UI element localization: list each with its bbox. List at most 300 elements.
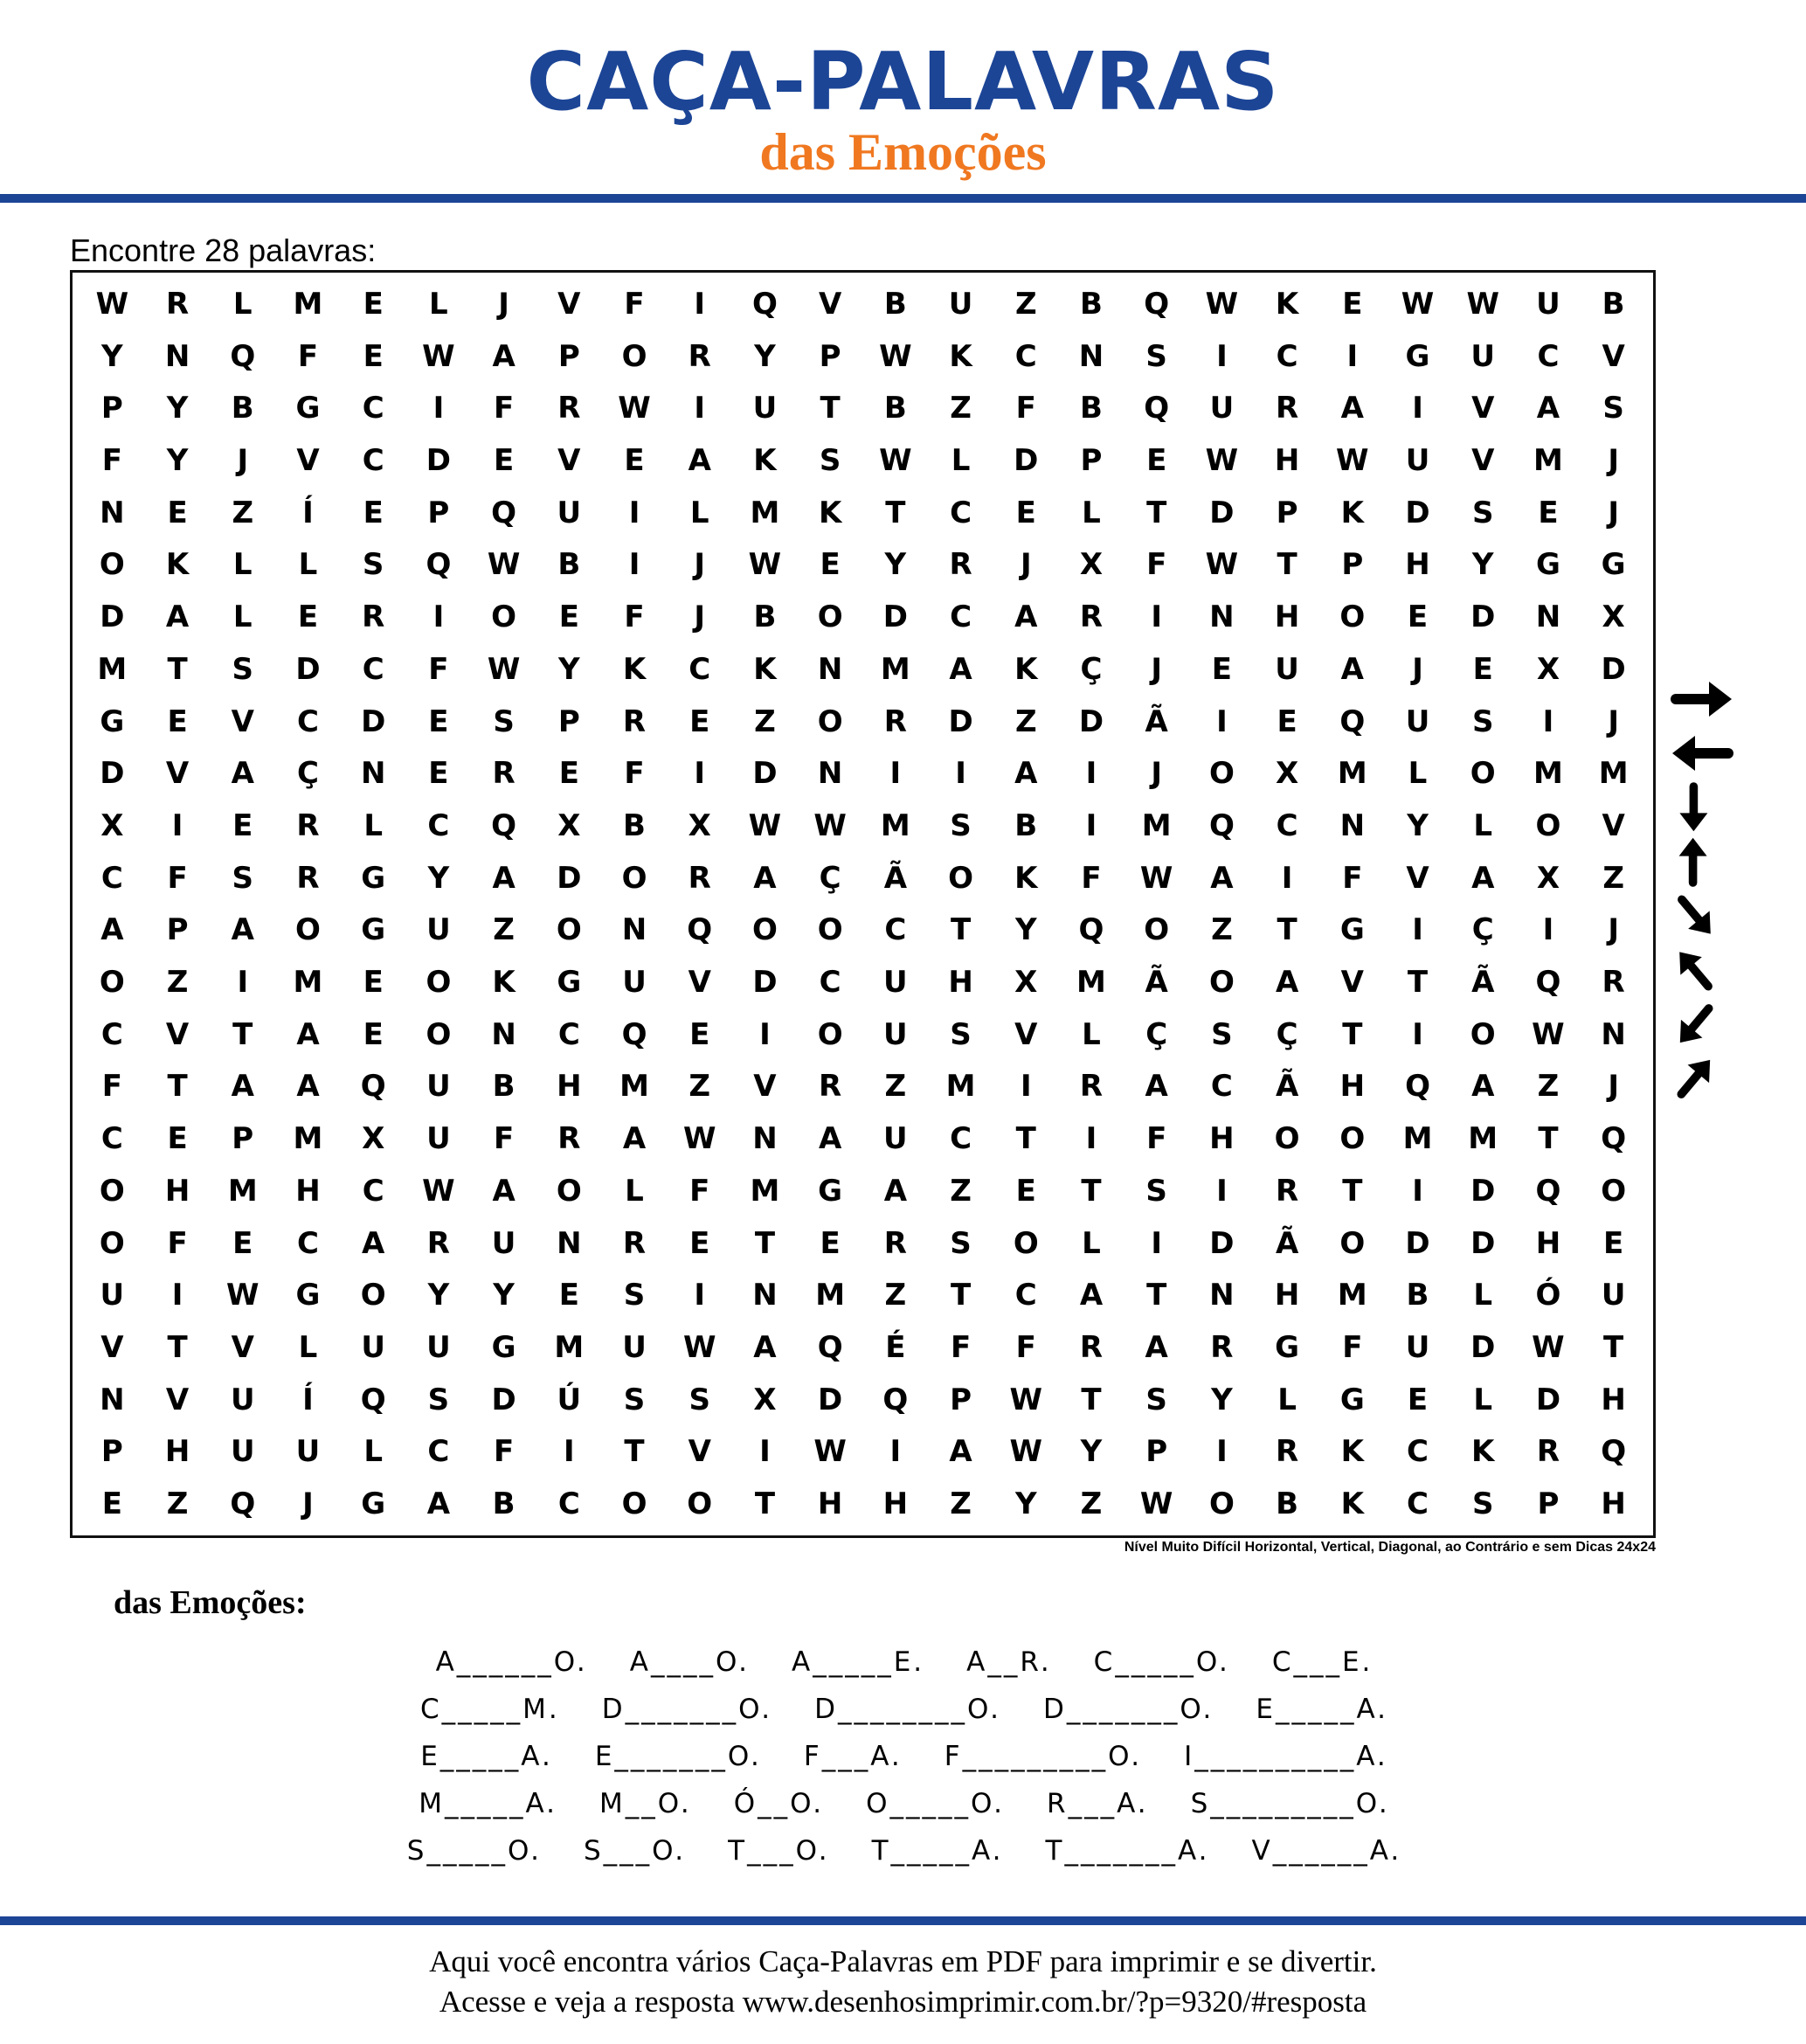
grid-letter[interactable]: C xyxy=(1407,1434,1429,1470)
grid-letter[interactable]: O xyxy=(817,703,843,739)
grid-letter[interactable]: U xyxy=(883,965,908,1001)
grid-letter[interactable]: V xyxy=(231,1330,254,1365)
grid-letter[interactable]: P xyxy=(950,1382,972,1417)
grid-letter[interactable]: V xyxy=(231,703,254,739)
grid-letter[interactable]: T xyxy=(950,912,972,948)
grid-letter[interactable]: J xyxy=(1608,495,1619,530)
grid-letter[interactable]: L xyxy=(1473,1382,1493,1417)
grid-letter[interactable]: G xyxy=(361,1486,386,1522)
grid-letter[interactable]: N xyxy=(752,1121,778,1157)
grid-letter[interactable]: C xyxy=(427,1434,450,1470)
grid-letter[interactable]: C xyxy=(297,1225,319,1261)
grid-letter[interactable]: G xyxy=(361,860,386,896)
grid-letter[interactable]: V xyxy=(1406,860,1429,896)
grid-letter[interactable]: J xyxy=(1151,756,1162,792)
grid-letter[interactable]: G xyxy=(1601,547,1626,583)
grid-letter[interactable]: R xyxy=(622,1225,647,1261)
grid-letter[interactable]: R xyxy=(426,1225,450,1261)
grid-letter[interactable]: J xyxy=(694,599,706,635)
grid-letter[interactable]: F xyxy=(297,338,319,374)
grid-letter[interactable]: F xyxy=(624,286,645,322)
grid-letter[interactable]: X xyxy=(1536,651,1560,687)
grid-letter[interactable]: D xyxy=(752,756,778,792)
grid-letter[interactable]: A xyxy=(1014,756,1038,792)
grid-letter[interactable]: Ú xyxy=(557,1382,582,1417)
grid-letter[interactable]: N xyxy=(360,756,386,792)
grid-letter[interactable]: D xyxy=(491,1382,516,1417)
grid-letter[interactable]: E xyxy=(1015,1173,1036,1209)
grid-letter[interactable]: C xyxy=(950,495,972,530)
grid-letter[interactable]: Í xyxy=(302,1382,314,1417)
grid-letter[interactable]: P xyxy=(166,912,189,948)
grid-letter[interactable]: Y xyxy=(557,651,580,687)
grid-letter[interactable]: F xyxy=(493,391,515,426)
grid-letter[interactable]: Q xyxy=(1208,807,1235,843)
grid-letter[interactable]: W xyxy=(879,338,912,374)
grid-letter[interactable]: Z xyxy=(493,912,515,948)
grid-letter[interactable]: O xyxy=(99,1225,125,1261)
grid-letter[interactable]: I xyxy=(1151,1225,1162,1261)
grid-letter[interactable]: X xyxy=(1275,756,1299,792)
grid-letter[interactable]: B xyxy=(623,807,646,843)
grid-letter[interactable]: I xyxy=(759,1434,771,1470)
grid-letter[interactable]: K xyxy=(1014,651,1038,687)
grid-letter[interactable]: U xyxy=(622,1330,647,1365)
grid-letter[interactable]: X xyxy=(688,807,711,843)
grid-letter[interactable]: M xyxy=(1533,756,1563,792)
grid-letter[interactable]: E xyxy=(232,1225,253,1261)
grid-letter[interactable]: F xyxy=(1342,860,1363,896)
grid-letter[interactable]: H xyxy=(295,1173,321,1209)
grid-letter[interactable]: E xyxy=(297,599,319,635)
grid-letter[interactable]: G xyxy=(100,703,125,739)
grid-letter[interactable]: O xyxy=(1339,1225,1366,1261)
grid-letter[interactable]: C xyxy=(1210,1069,1233,1105)
grid-letter[interactable]: X xyxy=(362,1121,385,1157)
grid-letter[interactable]: S xyxy=(1471,1486,1494,1522)
grid-letter[interactable]: E xyxy=(689,703,710,739)
grid-letter[interactable]: Q xyxy=(360,1382,386,1417)
grid-letter[interactable]: S xyxy=(950,1016,972,1052)
grid-letter[interactable]: R xyxy=(1210,1330,1234,1365)
grid-letter[interactable]: K xyxy=(1340,1434,1364,1470)
grid-letter[interactable]: O xyxy=(817,599,843,635)
grid-letter[interactable]: O xyxy=(817,912,843,948)
grid-letter[interactable]: Q xyxy=(882,1382,909,1417)
grid-letter[interactable]: L xyxy=(429,286,448,322)
grid-letter[interactable]: H xyxy=(164,1173,190,1209)
grid-letter[interactable]: K xyxy=(165,547,190,583)
grid-letter[interactable]: J xyxy=(1020,547,1032,583)
grid-letter[interactable]: C xyxy=(362,1173,384,1209)
grid-letter[interactable]: C xyxy=(1276,807,1298,843)
grid-letter[interactable]: O xyxy=(1208,756,1235,792)
grid-letter[interactable]: H xyxy=(882,1486,909,1522)
grid-letter[interactable]: M xyxy=(1533,442,1563,478)
grid-letter[interactable]: I xyxy=(1085,1121,1097,1157)
grid-letter[interactable]: T xyxy=(167,1330,188,1365)
grid-letter[interactable]: L xyxy=(951,442,971,478)
grid-letter[interactable]: C xyxy=(100,1121,123,1157)
grid-letter[interactable]: A xyxy=(1145,1330,1168,1365)
grid-letter[interactable]: V xyxy=(165,1382,190,1417)
grid-letter[interactable]: T xyxy=(1407,965,1429,1001)
grid-letter[interactable]: S xyxy=(950,807,972,843)
grid-letter[interactable]: Z xyxy=(1211,912,1233,948)
grid-letter[interactable]: V xyxy=(818,286,842,322)
grid-letter[interactable]: Ã xyxy=(1145,703,1168,739)
grid-letter[interactable]: V xyxy=(165,1016,190,1052)
grid-letter[interactable]: E xyxy=(1342,286,1363,322)
grid-letter[interactable]: F xyxy=(1146,1121,1167,1157)
grid-letter[interactable]: M xyxy=(1468,1121,1498,1157)
grid-letter[interactable]: E xyxy=(363,1016,384,1052)
grid-letter[interactable]: D xyxy=(882,599,908,635)
grid-letter[interactable]: Q xyxy=(817,1330,843,1365)
grid-letter[interactable]: A xyxy=(296,1069,320,1105)
grid-letter[interactable]: M xyxy=(815,1278,846,1313)
grid-letter[interactable]: M xyxy=(1076,965,1106,1001)
grid-letter[interactable]: U xyxy=(100,1278,125,1313)
grid-letter[interactable]: D xyxy=(1470,599,1496,635)
grid-letter[interactable]: T xyxy=(1538,1121,1559,1157)
grid-letter[interactable]: M xyxy=(1337,756,1367,792)
grid-letter[interactable]: E xyxy=(167,495,188,530)
grid-letter[interactable]: O xyxy=(1470,1016,1496,1052)
grid-letter[interactable]: Q xyxy=(1601,1121,1627,1157)
grid-letter[interactable]: E xyxy=(1603,1225,1624,1261)
grid-letter[interactable]: Y xyxy=(101,338,123,374)
grid-letter[interactable]: Ã xyxy=(1471,965,1495,1001)
grid-letter[interactable]: U xyxy=(491,1225,516,1261)
grid-letter[interactable]: A xyxy=(949,1434,972,1470)
grid-letter[interactable]: N xyxy=(1535,599,1561,635)
grid-letter[interactable]: S xyxy=(623,1382,646,1417)
grid-letter[interactable]: A xyxy=(362,1225,385,1261)
grid-letter[interactable]: F xyxy=(493,1434,515,1470)
grid-letter[interactable]: G xyxy=(1275,1330,1300,1365)
grid-letter[interactable]: F xyxy=(950,1330,972,1365)
grid-letter[interactable]: A xyxy=(1079,1278,1104,1313)
grid-letter[interactable]: A xyxy=(165,599,190,635)
grid-letter[interactable]: O xyxy=(1208,1486,1235,1522)
grid-letter[interactable]: Z xyxy=(1537,1069,1560,1105)
grid-letter[interactable]: Q xyxy=(621,1016,647,1052)
grid-letter[interactable]: H xyxy=(1405,547,1430,583)
grid-letter[interactable]: Z xyxy=(1014,286,1037,322)
grid-letter[interactable]: N xyxy=(1209,599,1235,635)
grid-letter[interactable]: B xyxy=(753,599,777,635)
grid-letter[interactable]: G xyxy=(1339,912,1365,948)
grid-letter[interactable]: W xyxy=(748,547,782,583)
grid-letter[interactable]: R xyxy=(492,756,516,792)
grid-letter[interactable]: S xyxy=(232,860,254,896)
grid-letter[interactable]: C xyxy=(427,807,450,843)
grid-letter[interactable]: E xyxy=(493,442,515,478)
grid-letter[interactable]: H xyxy=(1274,599,1300,635)
grid-letter[interactable]: H xyxy=(557,1069,582,1105)
grid-letter[interactable]: V xyxy=(557,442,581,478)
grid-letter[interactable]: Q xyxy=(1535,965,1561,1001)
grid-letter[interactable]: T xyxy=(754,1225,776,1261)
grid-letter[interactable]: M xyxy=(293,965,323,1001)
grid-letter[interactable]: N xyxy=(1078,338,1104,374)
grid-letter[interactable]: O xyxy=(1470,756,1496,792)
grid-letter[interactable]: T xyxy=(1277,547,1297,583)
grid-letter[interactable]: H xyxy=(1274,1278,1300,1313)
grid-letter[interactable]: J xyxy=(302,1486,314,1522)
grid-letter[interactable]: E xyxy=(363,338,384,374)
grid-letter[interactable]: H xyxy=(164,1434,190,1470)
grid-letter[interactable]: I xyxy=(1281,860,1293,896)
grid-letter[interactable]: I xyxy=(694,286,706,322)
grid-letter[interactable]: T xyxy=(1603,1330,1624,1365)
grid-letter[interactable]: Ã xyxy=(1145,965,1168,1001)
grid-letter[interactable]: M xyxy=(750,495,780,530)
grid-letter[interactable]: U xyxy=(295,1434,321,1470)
grid-letter[interactable]: X xyxy=(1536,860,1560,896)
grid-letter[interactable]: T xyxy=(1146,495,1167,530)
grid-letter[interactable]: R xyxy=(688,338,711,374)
grid-letter[interactable]: Q xyxy=(1535,1173,1561,1209)
grid-letter[interactable]: I xyxy=(889,1434,902,1470)
grid-letter[interactable]: T xyxy=(1342,1173,1363,1209)
grid-letter[interactable]: N xyxy=(752,1278,778,1313)
grid-letter[interactable]: E xyxy=(558,1278,579,1313)
grid-letter[interactable]: I xyxy=(563,1434,575,1470)
grid-letter[interactable]: U xyxy=(1405,442,1430,478)
grid-letter[interactable]: E xyxy=(820,1225,841,1261)
grid-letter[interactable]: M xyxy=(880,807,910,843)
grid-letter[interactable]: H xyxy=(1535,1225,1561,1261)
grid-letter[interactable]: Y xyxy=(1014,912,1037,948)
grid-letter[interactable]: L xyxy=(1408,756,1428,792)
grid-letter[interactable]: E xyxy=(363,495,384,530)
grid-letter[interactable]: P xyxy=(819,338,841,374)
grid-letter[interactable]: W xyxy=(682,1330,716,1365)
grid-letter[interactable]: Q xyxy=(360,1069,386,1105)
grid-letter[interactable]: K xyxy=(949,338,972,374)
grid-letter[interactable]: A xyxy=(753,1330,777,1365)
grid-letter[interactable]: C xyxy=(884,912,907,948)
grid-letter[interactable]: K xyxy=(1340,495,1364,530)
grid-letter[interactable]: Q xyxy=(1144,286,1170,322)
grid-letter[interactable]: O xyxy=(1339,1121,1366,1157)
grid-letter[interactable]: G xyxy=(491,1330,516,1365)
grid-letter[interactable]: R xyxy=(1079,1330,1104,1365)
grid-letter[interactable]: N xyxy=(1339,807,1366,843)
grid-letter[interactable]: C xyxy=(688,651,711,687)
grid-letter[interactable]: R xyxy=(296,860,320,896)
grid-letter[interactable]: O xyxy=(99,1173,125,1209)
grid-letter[interactable]: R xyxy=(688,860,711,896)
grid-letter[interactable]: O xyxy=(491,599,517,635)
grid-letter[interactable]: S xyxy=(1211,1016,1233,1052)
grid-letter[interactable]: K xyxy=(622,651,647,687)
grid-letter[interactable]: C xyxy=(100,1016,123,1052)
grid-letter[interactable]: Q xyxy=(426,547,452,583)
grid-letter[interactable]: V xyxy=(296,442,320,478)
grid-letter[interactable]: Z xyxy=(950,1486,972,1522)
grid-letter[interactable]: C xyxy=(950,599,972,635)
grid-letter[interactable]: I xyxy=(889,756,902,792)
grid-letter[interactable]: N xyxy=(817,756,843,792)
grid-letter[interactable]: N xyxy=(817,651,843,687)
grid-letter[interactable]: M xyxy=(1598,756,1629,792)
grid-letter[interactable]: A xyxy=(231,756,254,792)
grid-letter[interactable]: J xyxy=(1608,703,1619,739)
grid-letter[interactable]: F xyxy=(1342,1330,1363,1365)
grid-letter[interactable]: T xyxy=(232,1016,253,1052)
grid-letter[interactable]: F xyxy=(1081,860,1102,896)
grid-letter[interactable]: G xyxy=(361,912,386,948)
grid-letter[interactable]: P xyxy=(557,338,580,374)
grid-letter[interactable]: S xyxy=(1145,1173,1167,1209)
grid-letter[interactable]: M xyxy=(1141,807,1172,843)
grid-letter[interactable]: U xyxy=(1601,1278,1626,1313)
grid-letter[interactable]: Z xyxy=(1014,703,1037,739)
grid-letter[interactable]: E xyxy=(689,1225,710,1261)
grid-letter[interactable]: H xyxy=(1339,1069,1366,1105)
grid-letter[interactable]: Q xyxy=(1144,391,1170,426)
grid-letter[interactable]: B xyxy=(1014,807,1038,843)
grid-letter[interactable]: F xyxy=(428,651,449,687)
grid-letter[interactable]: Ç xyxy=(297,756,319,792)
grid-letter[interactable]: T xyxy=(1342,1016,1363,1052)
grid-letter[interactable]: A xyxy=(753,860,777,896)
grid-letter[interactable]: N xyxy=(164,338,190,374)
grid-letter[interactable]: X xyxy=(753,1382,777,1417)
grid-letter[interactable]: F xyxy=(624,599,645,635)
grid-letter[interactable]: S xyxy=(950,1225,972,1261)
grid-letter[interactable]: C xyxy=(362,651,384,687)
grid-letter[interactable]: E xyxy=(1407,599,1429,635)
grid-letter[interactable]: O xyxy=(948,860,973,896)
grid-letter[interactable]: Z xyxy=(950,391,972,426)
grid-letter[interactable]: G xyxy=(818,1173,843,1209)
grid-letter[interactable]: F xyxy=(493,1121,515,1157)
grid-letter[interactable]: L xyxy=(1082,1225,1101,1261)
grid-letter[interactable]: A xyxy=(1471,1069,1495,1105)
grid-letter[interactable]: W xyxy=(1205,442,1239,478)
grid-letter[interactable]: K xyxy=(753,651,777,687)
grid-letter[interactable]: M xyxy=(227,1173,258,1209)
grid-letter[interactable]: O xyxy=(621,860,647,896)
grid-letter[interactable]: J xyxy=(237,442,249,478)
grid-letter[interactable]: D xyxy=(1601,651,1626,687)
grid-letter[interactable]: E xyxy=(232,807,253,843)
grid-letter[interactable]: U xyxy=(948,286,973,322)
grid-letter[interactable]: C xyxy=(1014,338,1037,374)
grid-letter[interactable]: N xyxy=(557,1225,582,1261)
grid-letter[interactable]: F xyxy=(101,1069,122,1105)
grid-letter[interactable]: K xyxy=(1014,860,1038,896)
grid-letter[interactable]: U xyxy=(752,391,778,426)
grid-letter[interactable]: Z xyxy=(232,495,254,530)
grid-letter[interactable]: Z xyxy=(688,1069,711,1105)
grid-letter[interactable]: Y xyxy=(1407,807,1429,843)
grid-letter[interactable]: J xyxy=(1608,912,1619,948)
grid-letter[interactable]: R xyxy=(557,391,581,426)
grid-letter[interactable]: O xyxy=(426,1016,452,1052)
grid-letter[interactable]: W xyxy=(682,1121,716,1157)
grid-letter[interactable]: D xyxy=(752,965,778,1001)
grid-letter[interactable]: K xyxy=(492,965,516,1001)
grid-letter[interactable]: A xyxy=(492,338,516,374)
grid-letter[interactable]: U xyxy=(426,1330,451,1365)
grid-letter[interactable]: X xyxy=(100,807,124,843)
grid-letter[interactable]: Q xyxy=(1601,1434,1627,1470)
grid-letter[interactable]: S xyxy=(232,651,254,687)
grid-letter[interactable]: R xyxy=(557,1121,581,1157)
grid-letter[interactable]: G xyxy=(1339,1382,1365,1417)
grid-letter[interactable]: L xyxy=(1473,807,1493,843)
grid-letter[interactable]: L xyxy=(363,807,384,843)
grid-letter[interactable]: V xyxy=(688,965,711,1001)
grid-letter[interactable]: I xyxy=(171,807,183,843)
grid-letter[interactable]: F xyxy=(1015,391,1036,426)
grid-letter[interactable]: I xyxy=(1216,338,1228,374)
grid-letter[interactable]: M xyxy=(1337,1278,1367,1313)
grid-letter[interactable]: O xyxy=(556,912,582,948)
grid-letter[interactable]: U xyxy=(1405,703,1430,739)
grid-letter[interactable]: E xyxy=(1277,703,1297,739)
grid-letter[interactable]: Y xyxy=(1014,1486,1037,1522)
grid-letter[interactable]: D xyxy=(1014,442,1039,478)
grid-letter[interactable]: R xyxy=(819,1069,842,1105)
grid-letter[interactable]: U xyxy=(622,965,647,1001)
grid-letter[interactable]: F xyxy=(624,756,645,792)
grid-letter[interactable]: U xyxy=(230,1382,255,1417)
grid-letter[interactable]: I xyxy=(694,756,706,792)
grid-letter[interactable]: O xyxy=(360,1278,386,1313)
grid-letter[interactable]: W xyxy=(422,338,455,374)
grid-letter[interactable]: O xyxy=(1535,807,1561,843)
grid-letter[interactable]: Q xyxy=(491,807,517,843)
grid-letter[interactable]: Y xyxy=(493,1278,515,1313)
grid-letter[interactable]: A xyxy=(296,1016,320,1052)
grid-letter[interactable]: I xyxy=(1542,912,1554,948)
grid-letter[interactable]: É xyxy=(885,1330,906,1365)
grid-letter[interactable]: O xyxy=(1339,599,1366,635)
grid-letter[interactable]: D xyxy=(361,703,386,739)
grid-letter[interactable]: W xyxy=(1139,1486,1173,1522)
grid-letter[interactable]: V xyxy=(100,1330,124,1365)
grid-letter[interactable]: S xyxy=(1602,391,1624,426)
grid-letter[interactable]: V xyxy=(1602,807,1625,843)
grid-letter[interactable]: D xyxy=(818,1382,843,1417)
grid-letter[interactable]: G xyxy=(1405,338,1430,374)
grid-letter[interactable]: N xyxy=(491,1016,516,1052)
grid-letter[interactable]: M xyxy=(293,1121,323,1157)
grid-letter[interactable]: K xyxy=(1340,1486,1364,1522)
grid-letter[interactable]: I xyxy=(171,1278,183,1313)
grid-letter[interactable]: F xyxy=(167,860,188,896)
grid-letter[interactable]: W xyxy=(1336,442,1369,478)
grid-letter[interactable]: K xyxy=(753,442,777,478)
grid-letter[interactable]: I xyxy=(1020,1069,1032,1105)
grid-letter[interactable]: Ç xyxy=(1471,912,1494,948)
grid-letter[interactable]: E xyxy=(624,442,645,478)
grid-letter[interactable]: Z xyxy=(166,965,189,1001)
grid-letter[interactable]: N xyxy=(1209,1278,1235,1313)
grid-letter[interactable]: O xyxy=(426,965,452,1001)
grid-letter[interactable]: M xyxy=(880,651,910,687)
grid-letter[interactable]: R xyxy=(1079,599,1104,635)
grid-letter[interactable]: M xyxy=(750,1173,780,1209)
grid-letter[interactable]: E xyxy=(428,703,449,739)
grid-letter[interactable]: W xyxy=(487,651,521,687)
